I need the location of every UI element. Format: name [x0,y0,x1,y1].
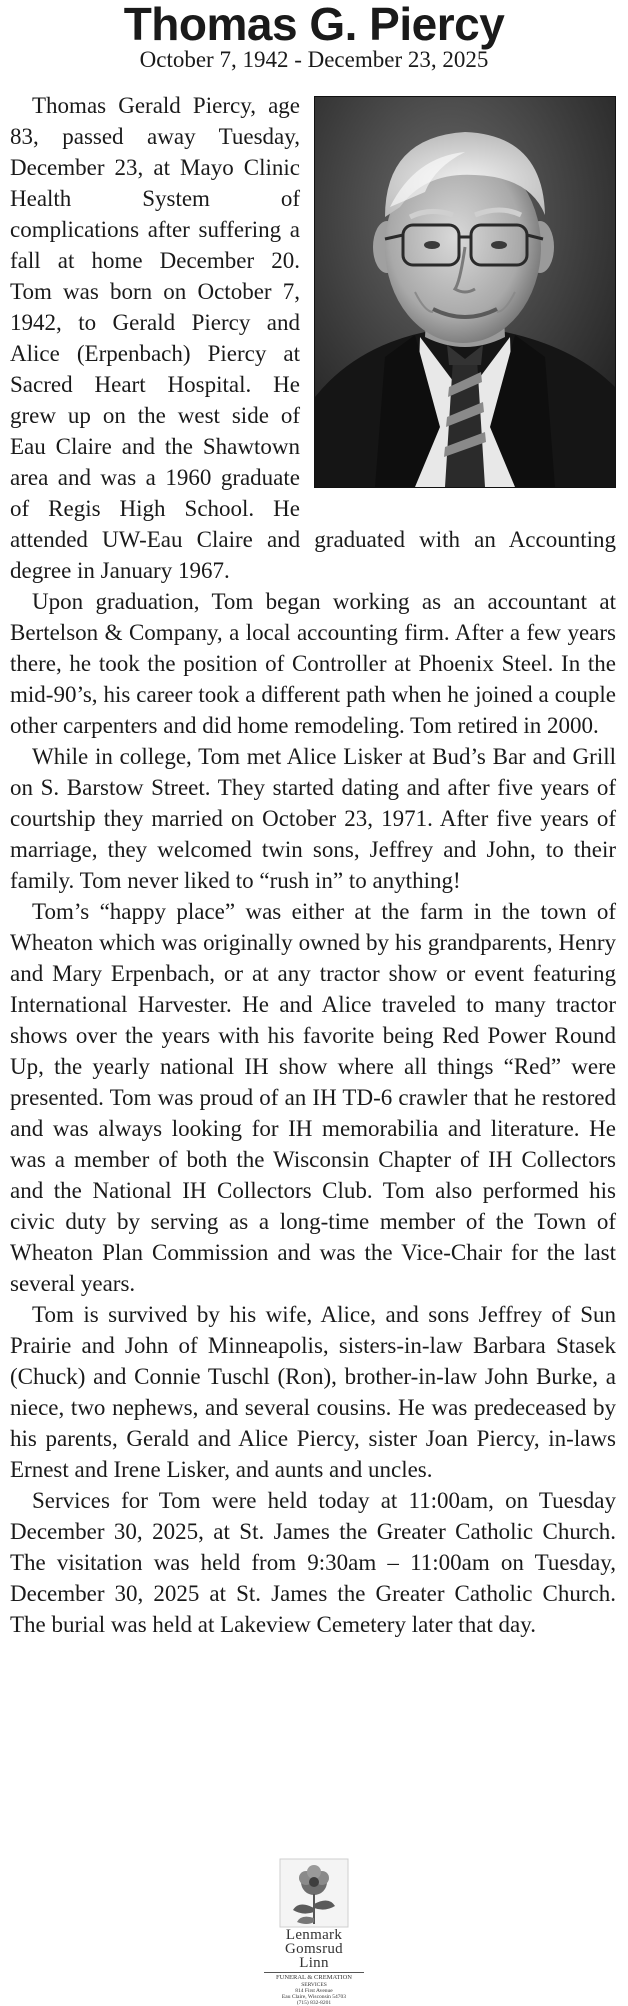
funeral-home-address-2: Eau Claire, Wisconsin 54703 [281,1994,347,2000]
funeral-home-services-2: SERVICES [301,1982,327,1988]
obituary-paragraph: While in college, Tom met Alice Lisker at Bud’s Bar and Grill on S. Barstow Street. They started dating and after five years of courtship they married on October 23, 1971. After five years of marriage, they welcomed twin sons, Jeffrey and John, to their family. Tom never liked to “rush in” to anything! [10,744,616,893]
funeral-home-services-1: FUNERAL & CREMATION [264,1972,364,1982]
funeral-home-name-2: Gomsrud [285,1941,343,1957]
obituary-paragraph: Tom’s “happy place” was either at the farm in the town of Wheaton which was originally owned by his grandparents, Henry and Mary Erpenbach, or at any tractor show or event featuring International Harvester. He and Alice traveled to many tractor shows over the years with his favorite being Red Power Round Up, the yearly national IH show where all things “Red” were presented. Tom was proud of an IH TD-6 crawler that he restored and was always looking for IH memorabilia and literature. He was a member of both the Wisconsin Chapter of IH Collectors and the National IH Collectors Club. Tom also performed his civic duty by serving as a long-time member of the Town of Wheaton Plan Commission and was the Vice-Chair for the last several years. [10,899,616,1296]
funeral-home-phone: (715) 832-8201 [296,2000,332,2006]
funeral-home-address-1: 814 First Avenue [295,1988,333,1994]
obituary-paragraph: Upon graduation, Tom began working as an accountant at Bertelson & Company, a local accounting firm. After a few years there, he took the position of Controller at Phoenix Steel. In the mid-90’s, his career took a different path when he joined a couple other carpenters and did home remodeling. Tom retired in 2000. [10,589,616,738]
obituary-paragraph: Thomas Gerald Piercy, age 83, passed away Tuesday, December 23, at Mayo Clinic Health System of complications after suffering a fall at home December 20. Tom was born on October 7, 1942, to Gerald Piercy and Alice (Erpenbach) Piercy at Sacred Heart Hospital. He grew up on the west side of Eau Claire and the Shawtown area and was a 1960 graduate of Regis High School. He attended UW-Eau Claire and graduated with an Accounting degree in January 1967. [10,93,616,583]
obituary-paragraph: Tom is survived by his wife, Alice, and sons Jeffrey of Sun Prairie and John of Minneapolis, sisters-in-law Barbara Stasek (Chuck) and Connie Tuschl (Ron), brother-in-law John Burke, a niece, two nephews, and several cousins. He was predeceased by his parents, Gerald and Alice Piercy, sister Joan Piercy, in-laws Ernest and Irene Lisker, and aunts and uncles. [10,1302,616,1482]
portrait-photo [314,96,616,488]
obituary-dates: October 7, 1942 - December 23, 2025 [139,47,489,72]
portrait-illustration [315,97,615,487]
funeral-home-name-3: Linn [299,1955,329,1971]
obituary-name: Thomas G. Piercy [123,0,505,50]
flower-emblem-icon [279,1858,349,1928]
funeral-home-name-1: Lenmark [285,1927,343,1943]
funeral-home-logo [264,1858,364,2006]
obituary-paragraph: Services for Tom were held today at 11:00am, on Tuesday December 30, 2025, at St. James the Greater Catholic Church. The visitation was held from 9:30am – 11:00am on Tuesday, December 30, 2025 at St. James the Greater Catholic Church. The burial was held at Lakeview Cemetery later that day. [10,1488,616,1637]
obituary-body [10,90,616,1640]
